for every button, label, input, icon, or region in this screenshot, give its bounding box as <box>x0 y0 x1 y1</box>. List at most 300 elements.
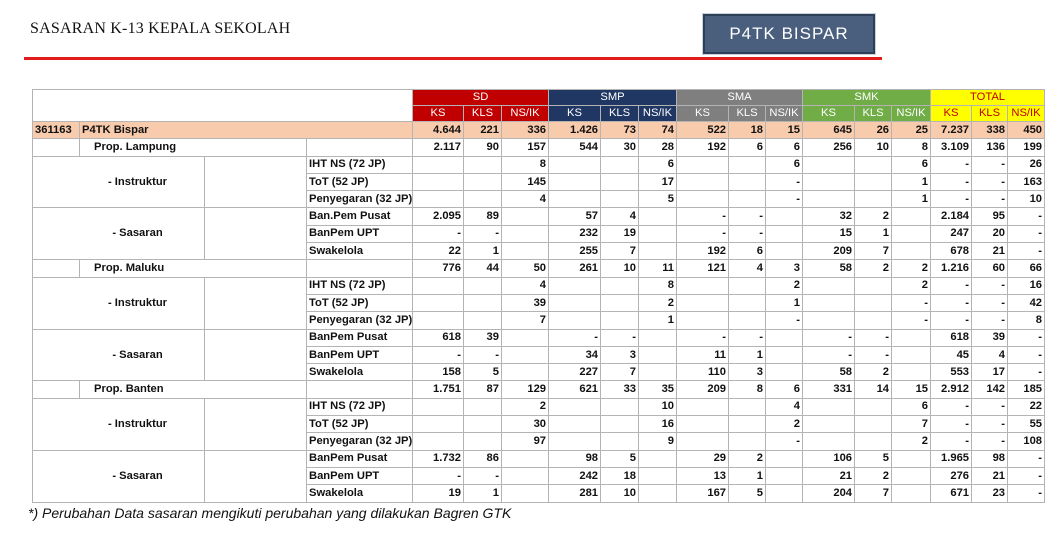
table-cell <box>803 294 855 311</box>
sasaran-label: - Sasaran <box>33 329 205 381</box>
table-cell: 618 <box>413 329 464 346</box>
subheader-total-0: KS <box>931 106 972 122</box>
table-cell <box>892 485 931 502</box>
table-cell: 522 <box>677 122 729 139</box>
table-cell <box>413 433 464 450</box>
table-cell <box>729 416 766 433</box>
province-row <box>33 381 1045 398</box>
table-cell: 10 <box>855 139 892 156</box>
table-cell: 25 <box>892 122 931 139</box>
province-blank <box>33 260 80 277</box>
table-cell: 7 <box>601 364 639 381</box>
table-cell: 26 <box>855 122 892 139</box>
table-cell: - <box>931 398 972 415</box>
table-cell: 5 <box>729 485 766 502</box>
table-cell: 192 <box>677 243 729 260</box>
table-cell <box>502 450 549 467</box>
table-cell: 338 <box>972 122 1008 139</box>
table-cell: - <box>931 294 972 311</box>
instruktur-item-label: IHT NS (72 JP) <box>307 277 413 294</box>
province-row <box>33 260 1045 277</box>
table-cell: 86 <box>464 450 502 467</box>
table-cell: 157 <box>502 139 549 156</box>
sasaran-item-label: BanPem UPT <box>307 467 413 484</box>
table-cell <box>549 191 601 208</box>
table-cell: 90 <box>464 139 502 156</box>
province-blank <box>307 260 413 277</box>
subheader-smp-0: KS <box>549 106 601 122</box>
instruktur-label: - Instruktur <box>33 398 205 450</box>
table-cell: 2 <box>855 467 892 484</box>
table-cell: 3 <box>601 346 639 363</box>
subheader-sma-0: KS <box>677 106 729 122</box>
instruktur-spacer <box>205 398 307 450</box>
instruktur-item-label: ToT (52 JP) <box>307 173 413 190</box>
table-cell: - <box>972 433 1008 450</box>
table-cell <box>601 398 639 415</box>
table-cell <box>601 191 639 208</box>
table-cell <box>892 467 931 484</box>
table-cell <box>549 156 601 173</box>
footnote: *) Perubahan Data sasaran mengikuti perubahan yang dilakukan Bagren GTK <box>28 505 512 521</box>
table-cell: 621 <box>549 381 601 398</box>
header-blank <box>33 106 413 122</box>
table-cell: 2 <box>855 208 892 225</box>
table-cell: 209 <box>803 243 855 260</box>
table-cell: 2 <box>766 416 803 433</box>
table-cell: 2.095 <box>413 208 464 225</box>
table-cell: 10 <box>601 485 639 502</box>
table-cell: - <box>677 208 729 225</box>
table-cell: 4 <box>766 398 803 415</box>
table-cell <box>549 398 601 415</box>
sasaran-item-label: Swakelola <box>307 243 413 260</box>
table-cell: 60 <box>972 260 1008 277</box>
subheader-sd-0: KS <box>413 106 464 122</box>
table-cell: 98 <box>549 450 601 467</box>
table-cell: 5 <box>464 364 502 381</box>
table-cell: 4 <box>502 191 549 208</box>
table-cell: 6 <box>892 398 931 415</box>
table-cell: 1 <box>892 191 931 208</box>
table-cell: 39 <box>464 329 502 346</box>
table-cell: 74 <box>639 122 677 139</box>
table-cell: 21 <box>803 467 855 484</box>
table-cell: 553 <box>931 364 972 381</box>
table-cell: 281 <box>549 485 601 502</box>
table-cell: 185 <box>1008 381 1045 398</box>
subheader-smk-2: NS/IK <box>892 106 931 122</box>
table-cell: - <box>892 312 931 329</box>
table-cell <box>601 294 639 311</box>
table-cell: - <box>972 277 1008 294</box>
province-name: Prop. Banten <box>80 381 307 398</box>
table-cell <box>464 416 502 433</box>
table-cell: - <box>855 346 892 363</box>
table-cell: 22 <box>1008 398 1045 415</box>
table-cell: 44 <box>464 260 502 277</box>
table-cell <box>549 433 601 450</box>
table-cell: 50 <box>502 260 549 277</box>
table-cell: - <box>1008 346 1045 363</box>
table-cell <box>729 173 766 190</box>
group-header-sma: SMA <box>677 90 803 106</box>
instruktur-label: - Instruktur <box>33 277 205 329</box>
sasaran-spacer <box>205 450 307 502</box>
table-cell: 2.912 <box>931 381 972 398</box>
table-cell: 4 <box>729 260 766 277</box>
table-cell: 98 <box>972 450 1008 467</box>
instruktur-item-label: Penyegaran (32 JP) <box>307 433 413 450</box>
subheader-total-2: NS/IK <box>1008 106 1045 122</box>
table-cell: 7 <box>601 243 639 260</box>
table-cell <box>729 191 766 208</box>
table-cell: 255 <box>549 243 601 260</box>
table-cell: 145 <box>502 173 549 190</box>
table-cell <box>639 329 677 346</box>
table-cell: 73 <box>601 122 639 139</box>
table-cell <box>729 156 766 173</box>
table-cell: 1.216 <box>931 260 972 277</box>
table-cell: 23 <box>972 485 1008 502</box>
table-cell <box>677 156 729 173</box>
table-cell: 35 <box>639 381 677 398</box>
table-cell <box>855 277 892 294</box>
table-cell: 242 <box>549 467 601 484</box>
table-cell <box>855 416 892 433</box>
table-cell: 7 <box>855 485 892 502</box>
table-cell: 6 <box>639 156 677 173</box>
table-cell <box>892 329 931 346</box>
table-cell: - <box>677 225 729 242</box>
table-cell: 42 <box>1008 294 1045 311</box>
table-cell: 2.117 <box>413 139 464 156</box>
table-cell <box>855 191 892 208</box>
sasaran-item-label: BanPem UPT <box>307 346 413 363</box>
table-cell <box>549 312 601 329</box>
table-cell: 18 <box>601 467 639 484</box>
table-cell <box>413 312 464 329</box>
table-cell: 163 <box>1008 173 1045 190</box>
table-cell: 6 <box>729 243 766 260</box>
table-cell <box>464 277 502 294</box>
sasaran-label: - Sasaran <box>33 208 205 260</box>
table-cell: 6 <box>766 156 803 173</box>
table-cell: 21 <box>972 467 1008 484</box>
table-cell: 6 <box>892 156 931 173</box>
table-cell: 16 <box>1008 277 1045 294</box>
table-cell: 8 <box>892 139 931 156</box>
table-cell <box>803 312 855 329</box>
table-cell <box>729 312 766 329</box>
table-cell: 544 <box>549 139 601 156</box>
table-cell: 4.644 <box>413 122 464 139</box>
table-cell <box>803 433 855 450</box>
sasaran-row <box>33 208 1045 225</box>
instruktur-item-label: IHT NS (72 JP) <box>307 156 413 173</box>
group-header-sd: SD <box>413 90 549 106</box>
table-cell <box>639 346 677 363</box>
table-cell: 1 <box>729 467 766 484</box>
table-cell <box>803 398 855 415</box>
table-cell <box>855 294 892 311</box>
subheader-smp-1: KLS <box>601 106 639 122</box>
table-cell <box>892 225 931 242</box>
table-cell: 20 <box>972 225 1008 242</box>
table-cell: 5 <box>601 450 639 467</box>
table-cell <box>677 294 729 311</box>
table-cell <box>502 467 549 484</box>
table-cell: 110 <box>677 364 729 381</box>
table-cell: 247 <box>931 225 972 242</box>
table-cell: 1 <box>766 294 803 311</box>
table-cell: - <box>729 208 766 225</box>
table-cell: 39 <box>502 294 549 311</box>
table-cell: 3 <box>766 260 803 277</box>
table-cell <box>464 173 502 190</box>
table-cell: - <box>972 173 1008 190</box>
table-cell: 2 <box>892 433 931 450</box>
table-cell: - <box>729 225 766 242</box>
table-cell: - <box>766 433 803 450</box>
table-cell <box>766 243 803 260</box>
table-cell: - <box>1008 467 1045 484</box>
table-cell: 21 <box>972 243 1008 260</box>
table-cell <box>549 277 601 294</box>
instruktur-row <box>33 156 1045 173</box>
instruktur-item-label: Penyegaran (32 JP) <box>307 312 413 329</box>
subheader-smk-0: KS <box>803 106 855 122</box>
table-cell <box>677 277 729 294</box>
table-cell <box>413 156 464 173</box>
table-cell: 129 <box>502 381 549 398</box>
table-cell: 32 <box>803 208 855 225</box>
table-cell <box>464 398 502 415</box>
table-cell <box>892 346 931 363</box>
province-blank <box>33 139 80 156</box>
instruktur-item-label: IHT NS (72 JP) <box>307 398 413 415</box>
table-cell: 58 <box>803 260 855 277</box>
table-cell <box>639 450 677 467</box>
table-cell: - <box>931 156 972 173</box>
table-cell <box>892 243 931 260</box>
table-cell <box>677 416 729 433</box>
table-cell: 2 <box>729 450 766 467</box>
table-cell: 776 <box>413 260 464 277</box>
table-cell: - <box>972 294 1008 311</box>
table-cell <box>729 277 766 294</box>
table-cell <box>892 208 931 225</box>
table-cell: 10 <box>601 260 639 277</box>
instruktur-label: - Instruktur <box>33 156 205 208</box>
province-name: Prop. Maluku <box>80 260 307 277</box>
sasaran-spacer <box>205 208 307 260</box>
table-cell <box>601 416 639 433</box>
sasaran-table <box>32 89 1045 503</box>
table-cell: - <box>464 346 502 363</box>
table-cell: 30 <box>502 416 549 433</box>
sasaran-item-label: BanPem Pusat <box>307 329 413 346</box>
table-cell: 2 <box>502 398 549 415</box>
table-cell: 4 <box>601 208 639 225</box>
table-cell: 121 <box>677 260 729 277</box>
subheader-sd-1: KLS <box>464 106 502 122</box>
instruktur-row <box>33 398 1045 415</box>
table-cell: - <box>972 398 1008 415</box>
table-cell: 450 <box>1008 122 1045 139</box>
table-cell: 2 <box>855 260 892 277</box>
table-cell: 142 <box>972 381 1008 398</box>
table-cell: - <box>931 433 972 450</box>
table-cell <box>502 208 549 225</box>
table-cell: - <box>855 329 892 346</box>
table-cell: 1.751 <box>413 381 464 398</box>
group-header-smp: SMP <box>549 90 677 106</box>
table-cell <box>803 156 855 173</box>
table-cell: 19 <box>601 225 639 242</box>
table-cell: 618 <box>931 329 972 346</box>
table-cell: 19 <box>413 485 464 502</box>
sasaran-item-label: BanPem UPT <box>307 225 413 242</box>
org-row <box>33 122 1045 139</box>
table-cell: 7.237 <box>931 122 972 139</box>
table-cell: 9 <box>639 433 677 450</box>
table-cell <box>892 450 931 467</box>
table-cell <box>502 346 549 363</box>
table-cell <box>413 416 464 433</box>
table-cell <box>639 208 677 225</box>
instruktur-spacer <box>205 156 307 208</box>
table-cell: 2 <box>892 277 931 294</box>
table-cell: 33 <box>601 381 639 398</box>
table-cell: 10 <box>639 398 677 415</box>
province-row <box>33 139 1045 156</box>
table-cell: 158 <box>413 364 464 381</box>
subheader-sma-2: NS/IK <box>766 106 803 122</box>
table-cell: - <box>677 329 729 346</box>
table-cell <box>766 450 803 467</box>
table-cell: 2.184 <box>931 208 972 225</box>
table-cell: 16 <box>639 416 677 433</box>
table-cell: 6 <box>766 139 803 156</box>
table-cell: 1.732 <box>413 450 464 467</box>
table-cell: 89 <box>464 208 502 225</box>
table-cell: - <box>931 312 972 329</box>
table-cell <box>855 312 892 329</box>
table-cell: 1 <box>639 312 677 329</box>
province-blank <box>307 381 413 398</box>
table-cell <box>413 173 464 190</box>
table-cell: 15 <box>803 225 855 242</box>
table-cell: - <box>549 329 601 346</box>
table-cell: 261 <box>549 260 601 277</box>
table-cell <box>766 225 803 242</box>
table-cell: 136 <box>972 139 1008 156</box>
table-cell: 227 <box>549 364 601 381</box>
table-cell: - <box>413 346 464 363</box>
table-cell: 336 <box>502 122 549 139</box>
table-cell <box>766 346 803 363</box>
table-cell: 256 <box>803 139 855 156</box>
table-cell: 15 <box>892 381 931 398</box>
table-cell: 29 <box>677 450 729 467</box>
table-cell: - <box>931 416 972 433</box>
table-cell <box>549 294 601 311</box>
table-cell: - <box>601 329 639 346</box>
table-cell: 671 <box>931 485 972 502</box>
table-cell: 34 <box>549 346 601 363</box>
table-cell: 204 <box>803 485 855 502</box>
table-cell: - <box>1008 364 1045 381</box>
table-cell: 30 <box>601 139 639 156</box>
table-cell <box>502 329 549 346</box>
sasaran-row <box>33 329 1045 346</box>
table-cell: 1 <box>855 225 892 242</box>
table-cell <box>855 173 892 190</box>
table-cell: 1 <box>464 243 502 260</box>
table-cell: 108 <box>1008 433 1045 450</box>
table-cell: - <box>972 416 1008 433</box>
sasaran-label: - Sasaran <box>33 450 205 502</box>
table-cell <box>601 156 639 173</box>
subheader-total-1: KLS <box>972 106 1008 122</box>
table-cell: 13 <box>677 467 729 484</box>
table-cell: 3 <box>729 364 766 381</box>
table-cell: - <box>931 191 972 208</box>
group-header-total: TOTAL <box>931 90 1045 106</box>
sasaran-item-label: Ban.Pem Pusat <box>307 208 413 225</box>
table-cell: - <box>931 277 972 294</box>
table-cell: 167 <box>677 485 729 502</box>
table-cell <box>766 467 803 484</box>
sasaran-item-label: Swakelola <box>307 485 413 502</box>
table-cell: 209 <box>677 381 729 398</box>
subheader-sd-2: NS/IK <box>502 106 549 122</box>
table-cell: - <box>803 346 855 363</box>
table-cell <box>413 277 464 294</box>
instruktur-spacer <box>205 277 307 329</box>
table-cell: 17 <box>972 364 1008 381</box>
table-cell <box>677 312 729 329</box>
province-blank <box>307 139 413 156</box>
table-cell <box>639 243 677 260</box>
table-cell: 4 <box>502 277 549 294</box>
header-row-groups <box>33 90 1045 106</box>
table-cell <box>729 433 766 450</box>
table-cell: 58 <box>803 364 855 381</box>
table-cell: 106 <box>803 450 855 467</box>
table-cell: - <box>803 329 855 346</box>
table-cell <box>677 173 729 190</box>
table-cell <box>766 208 803 225</box>
table-cell <box>855 398 892 415</box>
table-cell: 18 <box>729 122 766 139</box>
province-name: Prop. Lampung <box>80 139 307 156</box>
table-cell: 1.426 <box>549 122 601 139</box>
table-cell: - <box>1008 329 1045 346</box>
table-cell: - <box>766 191 803 208</box>
table-cell <box>803 191 855 208</box>
sasaran-item-label: BanPem Pusat <box>307 450 413 467</box>
table-cell <box>502 243 549 260</box>
table-cell: - <box>972 156 1008 173</box>
table-cell: 8 <box>729 381 766 398</box>
title-divider <box>24 57 882 60</box>
table-cell: 14 <box>855 381 892 398</box>
table-cell: 4 <box>972 346 1008 363</box>
table-cell <box>803 416 855 433</box>
table-cell <box>464 191 502 208</box>
